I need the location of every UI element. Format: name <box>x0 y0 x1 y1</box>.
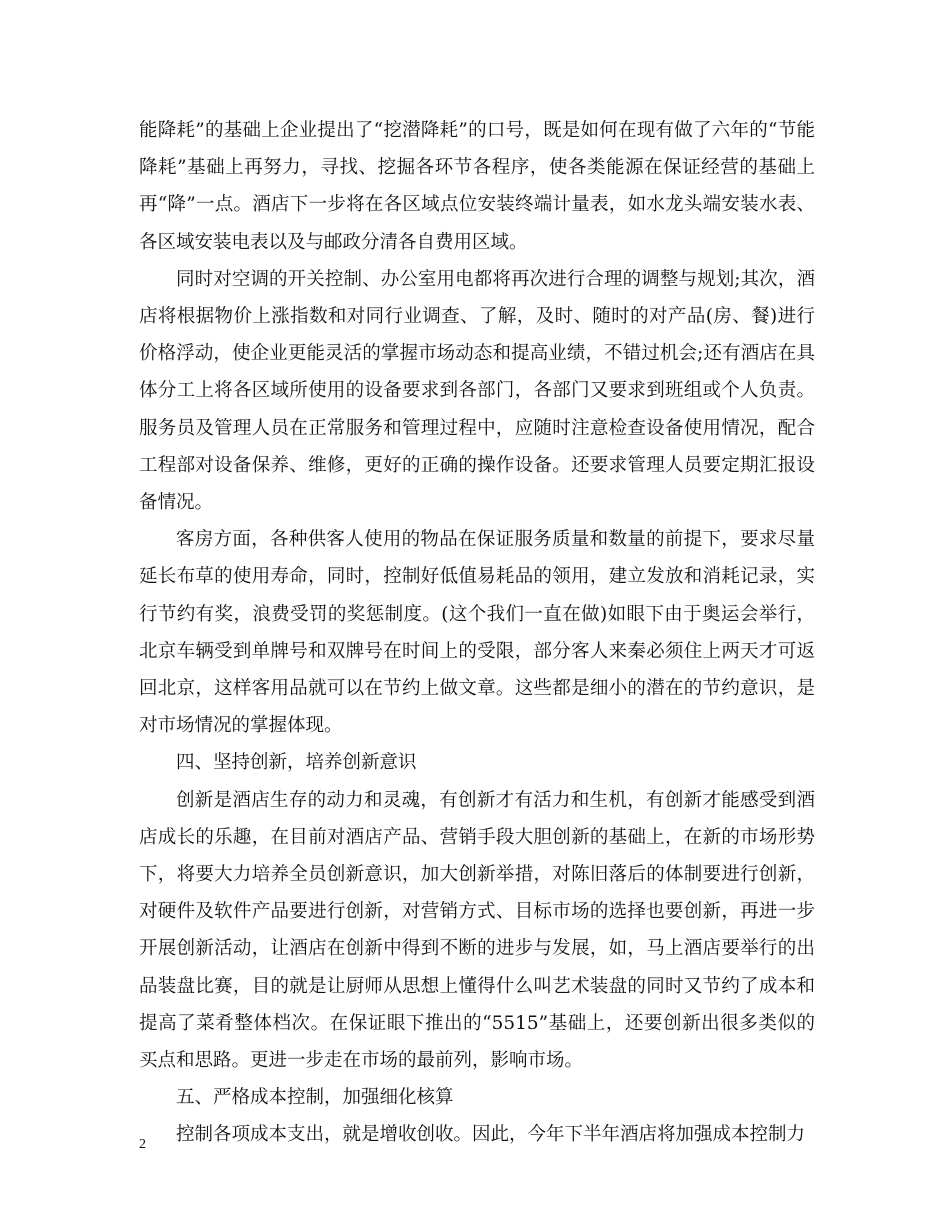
body-paragraph-5: 控制各项成本支出，就是增收创收。因此，今年下半年酒店将加强成本控制力 <box>176 1124 806 1146</box>
page-number: 2 <box>139 1137 146 1152</box>
body-paragraph-2: 同时对空调的开关控制、办公室用电都将再次进行合理的调整与规划;其次，酒店将根据物价上涨指数和对同行业调查、了解，及时、随时的对产品(房、餐)进行价格浮动，使企业更能灵活的掌握市场动态和提高业绩，不错过机会;还有酒店在具体分工上将各区域所使用的设备要求到各部门，各部门又要求到班组或个人负责。服务员及管理人员在正常服务和管理过程中，应随时注意检查设备使用情况，配合工程部对设备保养、维修，更好的正确的操作设备。还要求管理人员要定期汇报设备情况。 <box>139 268 815 514</box>
body-paragraph-3: 客房方面，各种供客人使用的物品在保证服务质量和数量的前提下，要求尽量延长布草的使用寿命，同时，控制好低值易耗品的领用，建立发放和消耗记录，实行节约有奖，浪费受罚的奖惩制度。(这个我们一直在做)如眼下由于奥运会举行，北京车辆受到单牌号和双牌号在时间上的受限，部分客人来秦必须住上两天才可返回北京，这样客用品就可以在节约上做文章。这些都是细小的潜在的节约意识，是对市场情况的掌握体现。 <box>139 529 815 737</box>
body-paragraph-4: 创新是酒店生存的动力和灵魂，有创新才有活力和生机，有创新才能感受到酒店成长的乐趣，在目前对酒店产品、营销手段大胆创新的基础上，在新的市场形势下，将要大力培养全员创新意识，加大创新举措，对陈旧落后的体制要进行创新，对硬件及软件产品要进行创新，对营销方式、目标市场的选择也要创新，再进一步开展创新活动，让酒店在创新中得到不断的进步与发展，如，马上酒店要举行的出品装盘比赛，目的就是让厨师从思想上懂得什么叫艺术装盘的同时又节约了成本和提高了菜肴整体档次。在保证眼下推出的“5515”基础上，还要创新出很多类似的买点和思路。更进一步走在市场的最前列，影响市场。 <box>139 789 815 1072</box>
document-body <box>139 112 815 1154</box>
section-heading-5: 五、严格成本控制，加强细化核算 <box>176 1087 454 1109</box>
section-heading-4: 四、坚持创新，培养创新意识 <box>176 752 417 774</box>
body-paragraph-1: 能降耗”的基础上企业提出了“挖潜降耗”的口号，既是如何在现有做了六年的“节能降耗”基础上再努力，寻找、挖掘各环节各程序，使各类能源在保证经营的基础上再“降”一点。酒店下一步将在各区域点位安装终端计量表，如水龙头端安装水表、各区域安装电表以及与邮政分清各自费用区域。 <box>139 120 815 253</box>
